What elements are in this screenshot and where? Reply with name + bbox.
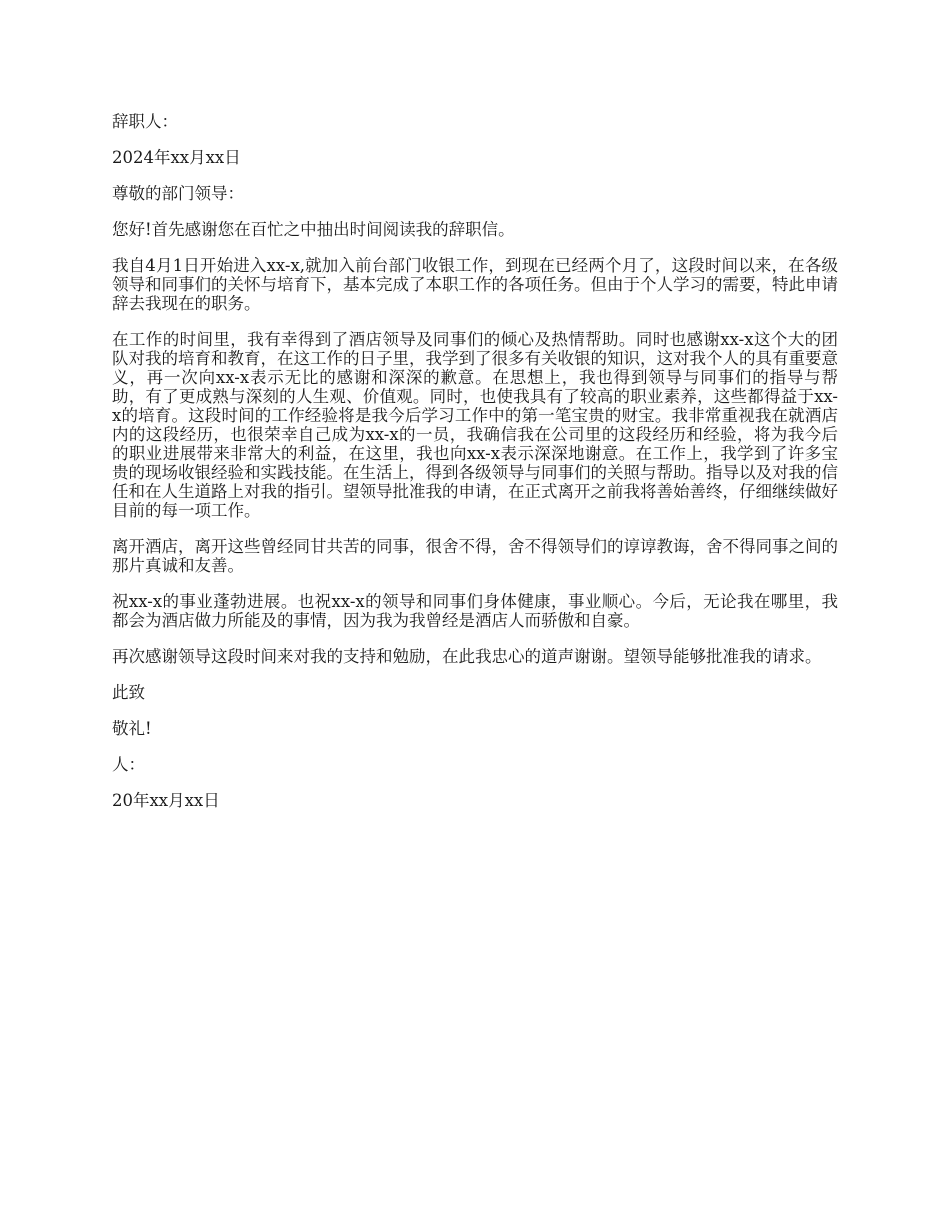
date-bottom: 20年xx月xx日 [112,791,220,810]
body-paragraph-3: 离开酒店，离开这些曾经同甘共苦的同事，很舍不得，舍不得领导们的谆谆教诲，舍不得同事之间的那片真诚和友善。 [112,537,838,575]
closing-line-1: 此致 [112,683,145,702]
body-paragraph-1: 我自4月1日开始进入xx-x,就加入前台部门收银工作，到现在已经两个月了，这段时间以来，在各级领导和同事们的关怀与培育下，基本完成了本职工作的各项任务。但由于个人学习的需要，特此申请辞去我现在的职务。 [112,256,838,313]
body-paragraph-4: 祝xx-x的事业蓬勃进展。也祝xx-x的领导和同事们身体健康，事业顺心。今后，无论我在哪里，我都会为酒店做力所能及的事情，因为我为我曾经是酒店人而骄傲和自豪。 [112,592,838,630]
body-paragraph-2: 在工作的时间里，我有幸得到了酒店领导及同事们的倾心及热情帮助。同时也感谢xx-x这个大的团队对我的培育和教育，在这工作的日子里，我学到了很多有关收银的知识，这对我个人的具有重要意义，再一次向xx-x表示无比的感谢和深深的歉意。在思想上，我也得到领导与同事们的指导与帮助，有了更成熟与深刻的人生观、价值观。同时，也使我具有了较高的职业素养，这些都得益于xx-x的培育。这段时间的工作经验将是我今后学习工作中的第一笔宝贵的财宝。我非常重视我在就酒店内的这段经历，也很荣幸自己成为xx-x的一员，我确信我在公司里的这段经历和经验，将为我今后的职业进展带来非常大的利益，在这里，我也向xx-x表示深深地谢意。在工作上，我学到了许多宝贵的现场收银经验和实践技能。在生活上，得到各级领导与同事们的关照与帮助。指导以及对我的信任和在人生道路上对我的指引。望领导批准我的申请，在正式离开之前我将善始善终，仔细继续做好目前的每一项工作。 [112,330,838,520]
greeting-paragraph: 您好!首先感谢您在百忙之中抽出时间阅读我的辞职信。 [112,220,515,239]
signer-label: 人： [112,755,145,774]
body-paragraph-5: 再次感谢领导这段时间来对我的支持和勉励，在此我忠心的道声谢谢。望领导能够批准我的请求。 [112,647,822,666]
closing-line-2: 敬礼! [112,719,152,738]
salutation: 尊敬的部门领导： [112,184,244,203]
resigner-label: 辞职人： [112,112,178,131]
date-top: 2024年xx月xx日 [112,148,241,167]
